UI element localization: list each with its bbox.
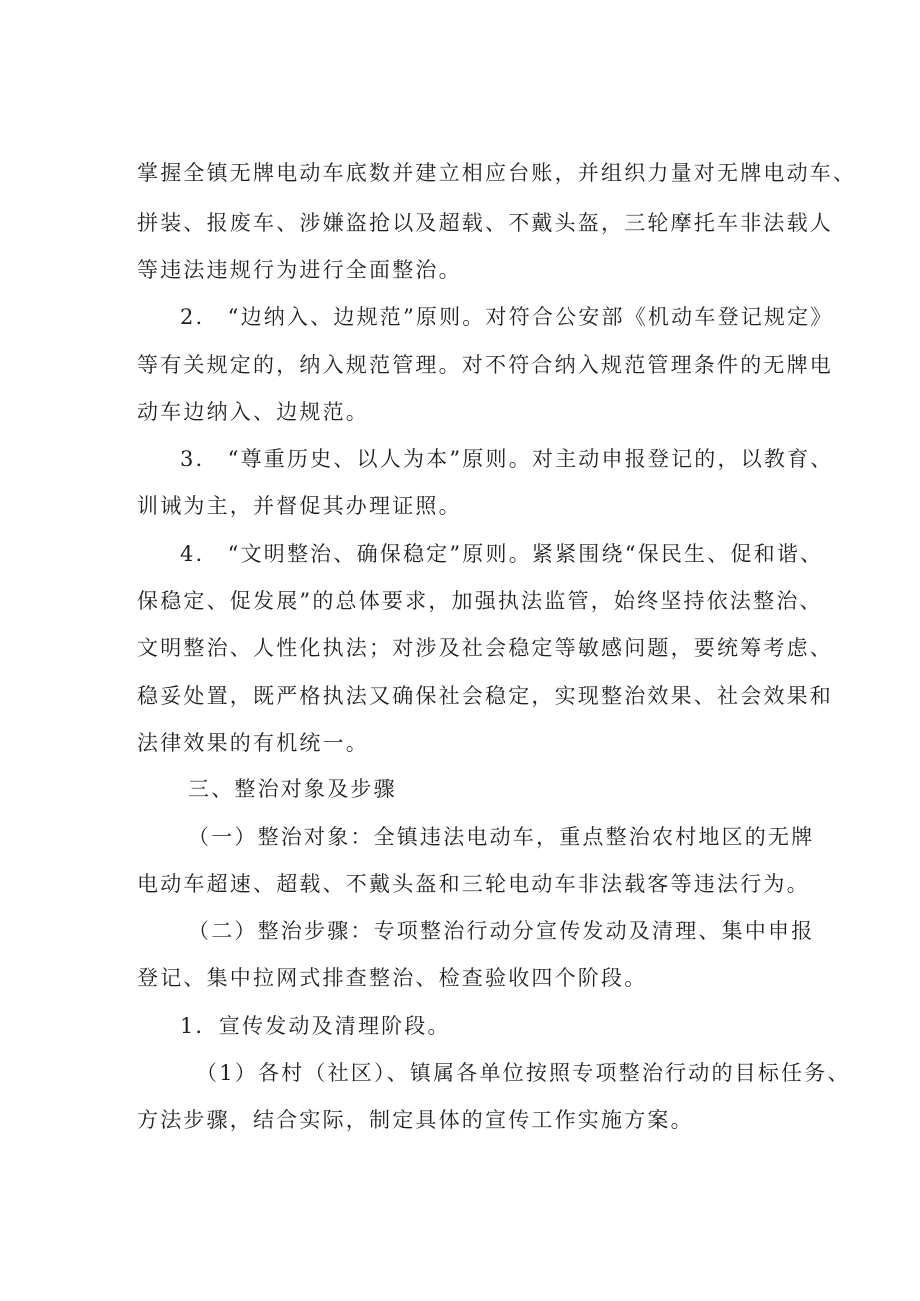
body-line: 训诫为主，并督促其办理证照。 [137, 494, 462, 518]
body-line: 保稳定、促发展”的总体要求，加强执法监管，始终坚持依法整治、 [137, 589, 823, 613]
body-line: 稳妥处置，既严格执法又确保社会稳定，实现整治效果、社会效果和 [137, 684, 833, 708]
section-heading: 三、整治对象及步骤 [188, 777, 397, 801]
body-line: 掌握全镇无牌电动车底数并建立相应台账，并组织力量对无牌电动车、 [137, 161, 857, 185]
stage-heading-1: 1．宣传发动及清理阶段。 [180, 1014, 451, 1038]
list-item-1-line: （1）各村（社区）、镇属各单位按照专项整治行动的目标任务、 [196, 1061, 851, 1085]
subsection-heading-2: （二）整治步骤：专项整治行动分宣传发动及清理、集中申报 [188, 919, 815, 943]
body-line: 电动车超速、超载、不戴头盔和三轮电动车非法载客等违法行为。 [137, 872, 810, 896]
body-line: 方法步骤，结合实际，制定具体的宣传工作实施方案。 [137, 1108, 694, 1132]
body-line: 等有关规定的，纳入规范管理。对不符合纳入规范管理条件的无牌电 [137, 353, 833, 377]
principle-3-line: 3. “尊重历史、以人为本”原则。对主动申报登记的，以教育、 [180, 447, 834, 471]
principle-2-line: 2. “边纳入、边规范”原则。对符合公安部《机动车登记规定》 [180, 305, 834, 329]
body-line: 法律效果的有机统一。 [137, 731, 369, 755]
body-line: 动车边纳入、边规范。 [137, 400, 369, 424]
body-line: 拼装、报废车、涉嫌盗抢以及超载、不戴头盔，三轮摩托车非法载人 [137, 211, 833, 235]
body-line: 文明整治、人性化执法；对涉及社会稳定等敏感问题，要统筹考虑、 [137, 636, 833, 660]
subsection-heading-1: （一）整治对象：全镇违法电动车，重点整治农村地区的无牌 [188, 825, 815, 849]
body-line: 等违法违规行为进行全面整治。 [137, 258, 462, 282]
principle-4-line: 4. “文明整治、确保稳定”原则。紧紧围绕“保民生、促和谐、 [180, 542, 824, 566]
body-line: 登记、集中拉网式排查整治、检查验收四个阶段。 [137, 966, 648, 990]
